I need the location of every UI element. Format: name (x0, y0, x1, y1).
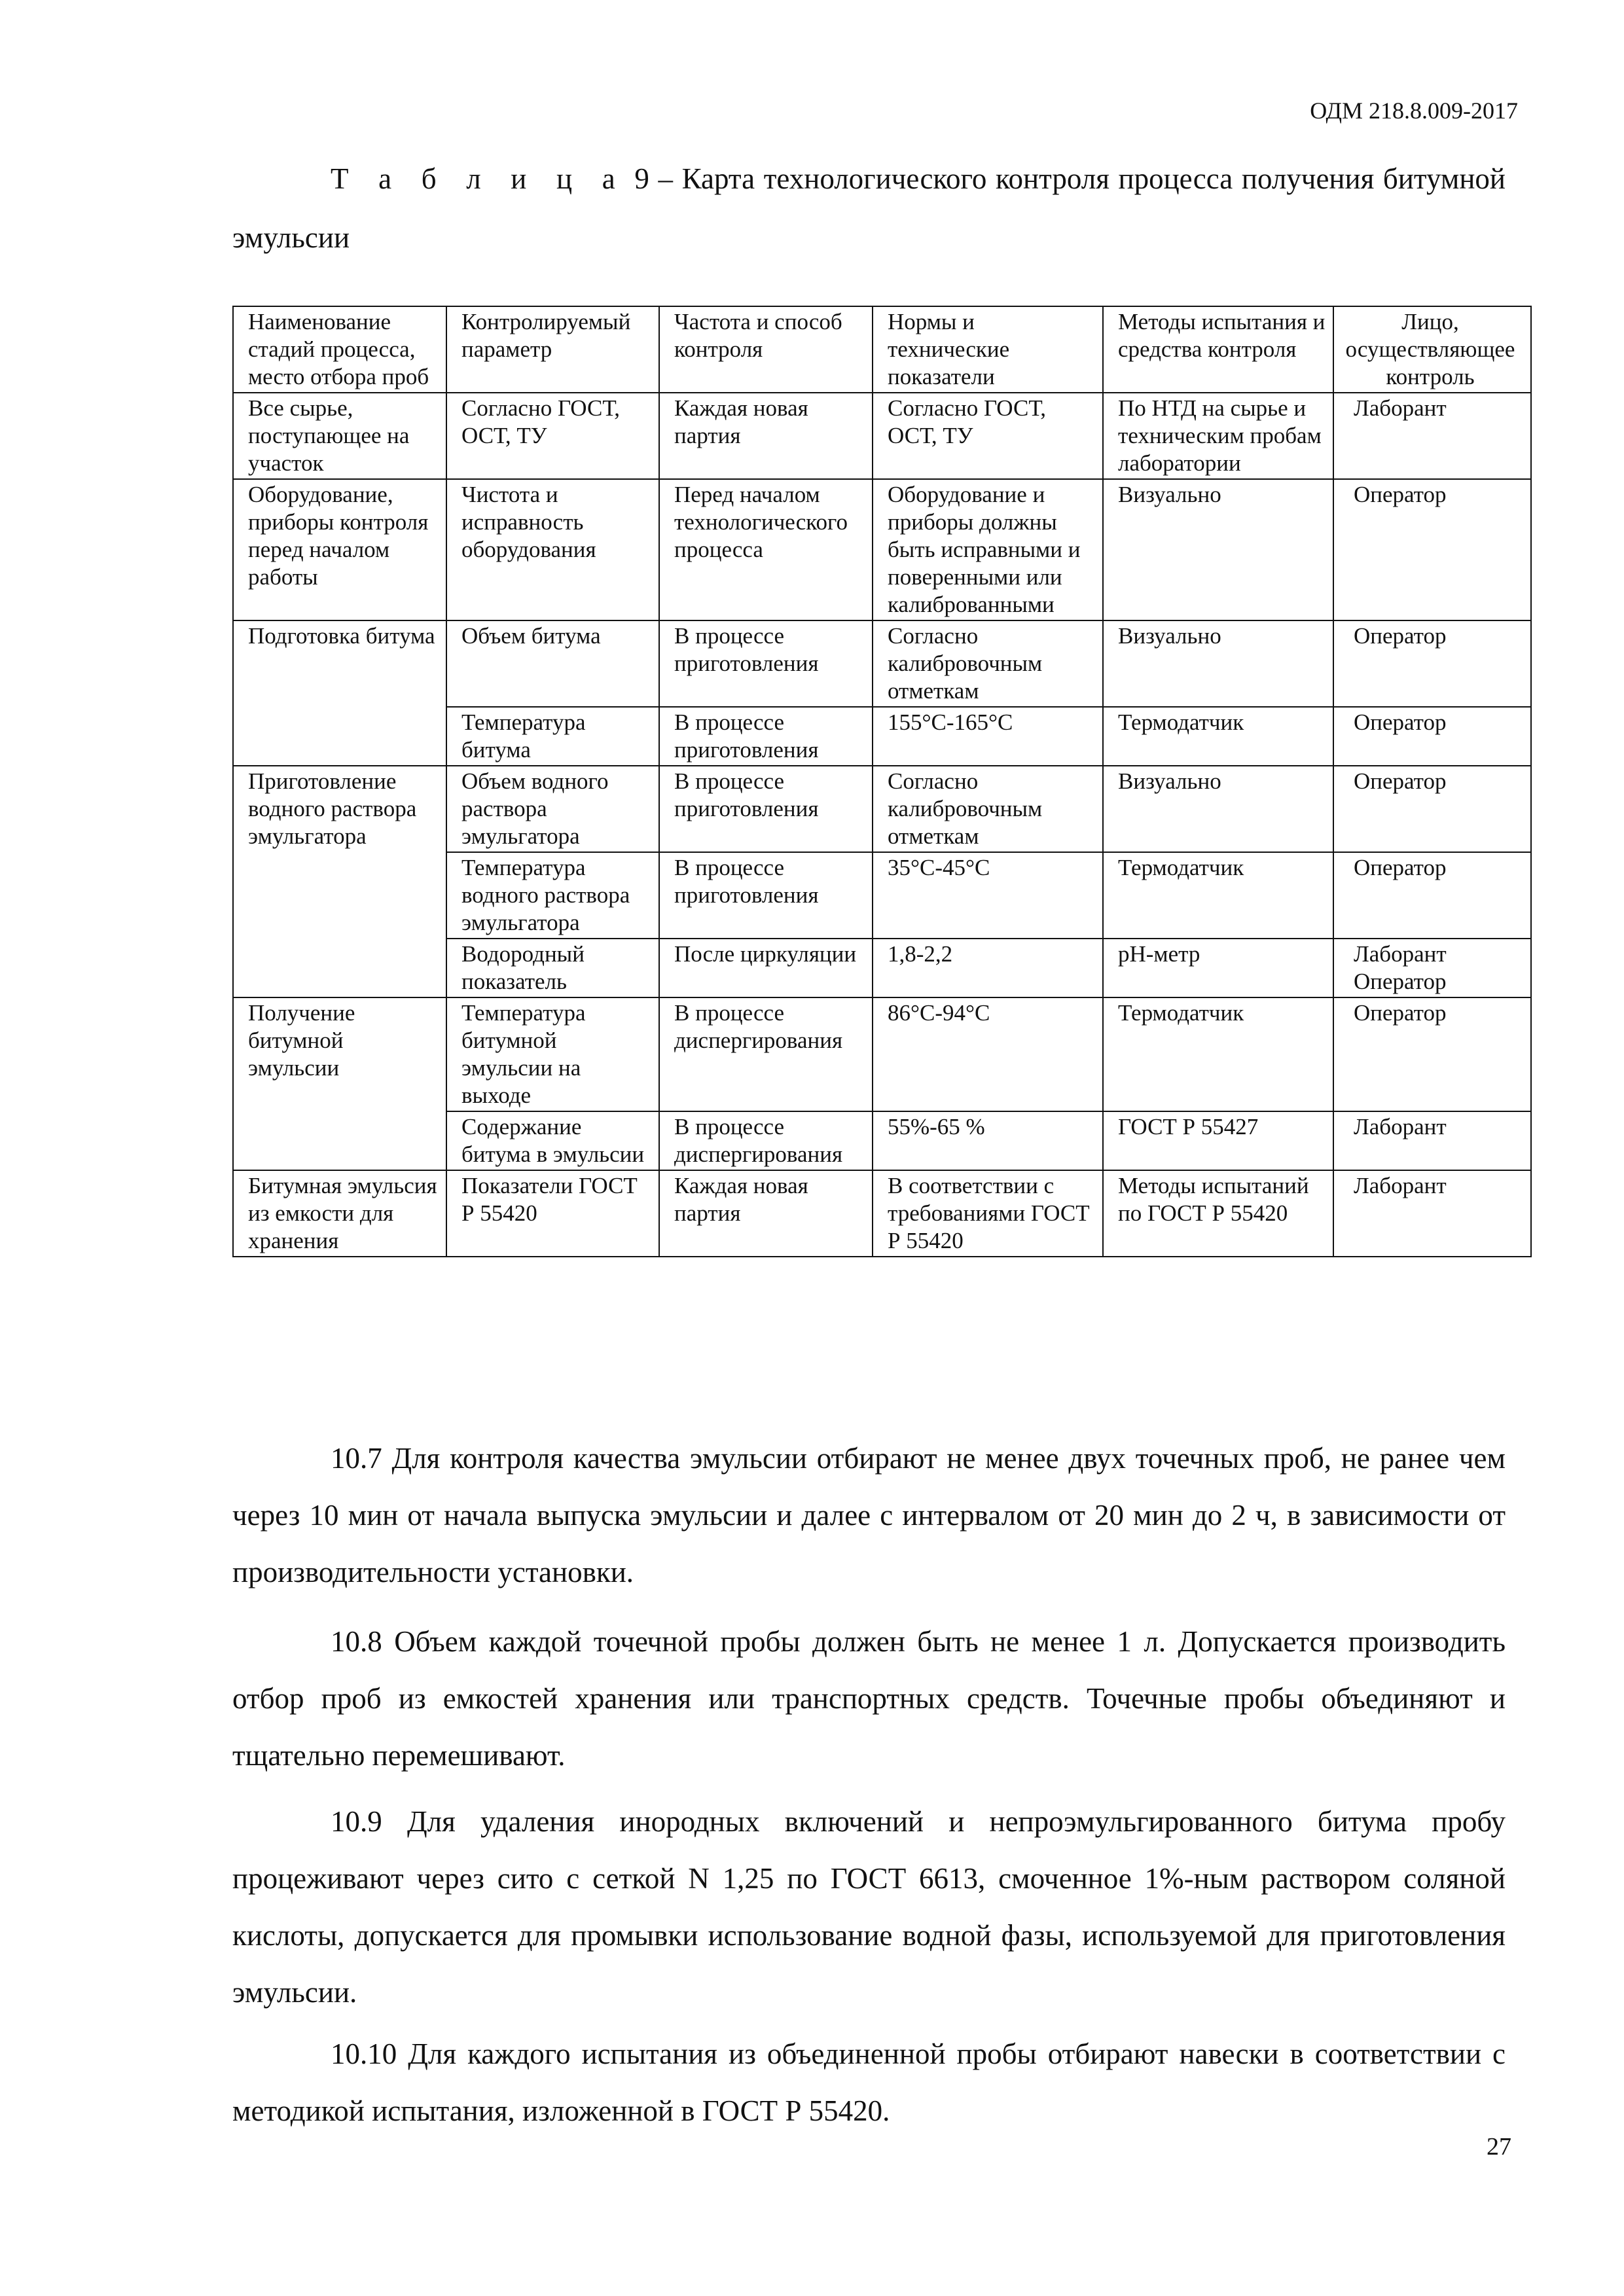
cell-stage: Получение битумной эмульсии (233, 997, 446, 1170)
header-cell: Лицо, осуществляющее контроль (1333, 306, 1531, 393)
cell-norm: 155°С-165°С (873, 707, 1103, 766)
cell-method: Термодатчик (1103, 997, 1333, 1111)
cell-param: Температура водного раствора эмульгатора (446, 852, 659, 939)
cell-person: Оператор (1333, 852, 1531, 939)
table-header-row (233, 306, 1531, 393)
table-row (233, 997, 1531, 1111)
cell-norm: Согласно калибровочным отметкам (873, 766, 1103, 852)
header-cell: Частота и способ контроля (659, 306, 873, 393)
cell-param: Объем битума (446, 620, 659, 707)
cell-freq: В процессе приготовления (659, 707, 873, 766)
cell-norm: Согласно ГОСТ, ОСТ, ТУ (873, 393, 1103, 479)
paragraph-10-9: 10.9 Для удаления инородных включений и непроэмульгированного битума пробу процеживают через сито с сеткой N 1,25 по ГОСТ 6613, смоченное 1%-ным раствором соляной кислоты, допускается для промывки использование водной фазы, используемой для приготовления эмульсии. (232, 1805, 1506, 2009)
cell-person: Оператор (1333, 766, 1531, 852)
cell-norm: Оборудование и приборы должны быть исправными и поверенными или калиброванными (873, 479, 1103, 620)
cell-param: Показатели ГОСТ Р 55420 (446, 1170, 659, 1257)
cell-param: Температура битумной эмульсии на выходе (446, 997, 659, 1111)
cell-stage: Оборудование, приборы контроля перед началом работы (233, 479, 446, 620)
document-code: ОДМ 218.8.009-2017 (1310, 98, 1518, 124)
paragraph-10-10: 10.10 Для каждого испытания из объединенной пробы отбирают навески в соответствии с методикой испытания, изложенной в ГОСТ Р 55420. (232, 2037, 1506, 2127)
paragraph-10-8: 10.8 Объем каждой точечной пробы должен быть не менее 1 л. Допускается производить отбор проб из емкостей хранения или транспортных средств. Точечные пробы объединяют и тщательно перемешивают. (232, 1625, 1506, 1772)
table-row (233, 1170, 1531, 1257)
caption-label: Т а б л и ц а (331, 162, 626, 195)
cell-person: Оператор (1333, 620, 1531, 707)
caption-text: – Карта технологического контроля процесса получения битумной (658, 162, 1506, 195)
cell-method: ГОСТ Р 55427 (1103, 1111, 1333, 1170)
cell-param: Согласно ГОСТ, ОСТ, ТУ (446, 393, 659, 479)
cell-freq: В процессе диспергирования (659, 1111, 873, 1170)
cell-person: Лаборант (1333, 1111, 1531, 1170)
cell-norm: В соответствии с требованиями ГОСТ Р 55420 (873, 1170, 1103, 1257)
header-cell: Методы испытания и средства контроля (1103, 306, 1333, 393)
cell-method: Визуально (1103, 766, 1333, 852)
cell-stage: Приготовление водного раствора эмульгатора (233, 766, 446, 997)
cell-freq: Каждая новая партия (659, 1170, 873, 1257)
table-row (233, 620, 1531, 707)
cell-param: Чистота и исправность оборудования (446, 479, 659, 620)
cell-freq: В процессе диспергирования (659, 997, 873, 1111)
cell-person: Оператор (1333, 707, 1531, 766)
cell-stage: Битумная эмульсия из емкости для хранения (233, 1170, 446, 1257)
cell-person: Лаборант Оператор (1333, 939, 1531, 997)
cell-norm: 1,8-2,2 (873, 939, 1103, 997)
cell-norm: 86°С-94°С (873, 997, 1103, 1111)
cell-method: Термодатчик (1103, 707, 1333, 766)
cell-method: Визуально (1103, 479, 1333, 620)
cell-person: Лаборант (1333, 1170, 1531, 1257)
table-caption (232, 149, 1506, 267)
page-number: 27 (1487, 2133, 1511, 2161)
cell-norm: 35°С-45°С (873, 852, 1103, 939)
cell-param: Температура битума (446, 707, 659, 766)
cell-method: Методы испытаний по ГОСТ Р 55420 (1103, 1170, 1333, 1257)
cell-freq: После циркуляции (659, 939, 873, 997)
cell-freq: Перед началом технологического процесса (659, 479, 873, 620)
cell-stage: Все сырье, поступающее на участок (233, 393, 446, 479)
cell-freq: В процессе приготовления (659, 766, 873, 852)
table-row (233, 393, 1531, 479)
cell-freq: В процессе приготовления (659, 620, 873, 707)
cell-person: Оператор (1333, 997, 1531, 1111)
header-cell: Наименование стадий процесса, место отбора проб (233, 306, 446, 393)
cell-person: Лаборант (1333, 393, 1531, 479)
cell-param: Объем водного раствора эмульгатора (446, 766, 659, 852)
cell-method: Термодатчик (1103, 852, 1333, 939)
cell-person: Оператор (1333, 479, 1531, 620)
cell-method: pH-метр (1103, 939, 1333, 997)
cell-norm: Согласно калибровочным отметкам (873, 620, 1103, 707)
table-row (233, 766, 1531, 852)
cell-freq: В процессе приготовления (659, 852, 873, 939)
cell-stage: Подготовка битума (233, 620, 446, 766)
table-row (233, 479, 1531, 620)
caption-continuation: эмульсии (232, 221, 350, 254)
paragraph-10-7: 10.7 Для контроля качества эмульсии отбирают не менее двух точечных проб, не ранее чем через 10 мин от начала выпуска эмульсии и далее с интервалом от 20 мин до 2 ч, в зависимости от производительности установки. (232, 1442, 1506, 1588)
cell-param: Содержание битума в эмульсии (446, 1111, 659, 1170)
cell-norm: 55%-65 % (873, 1111, 1103, 1170)
cell-param: Водородный показатель (446, 939, 659, 997)
caption-number: 9 (634, 162, 649, 195)
control-map-table (232, 306, 1532, 1257)
header-cell: Контролируемый параметр (446, 306, 659, 393)
cell-method: По НТД на сырье и техническим пробам лаборатории (1103, 393, 1333, 479)
cell-method: Визуально (1103, 620, 1333, 707)
cell-freq: Каждая новая партия (659, 393, 873, 479)
header-cell: Нормы и технические показатели (873, 306, 1103, 393)
